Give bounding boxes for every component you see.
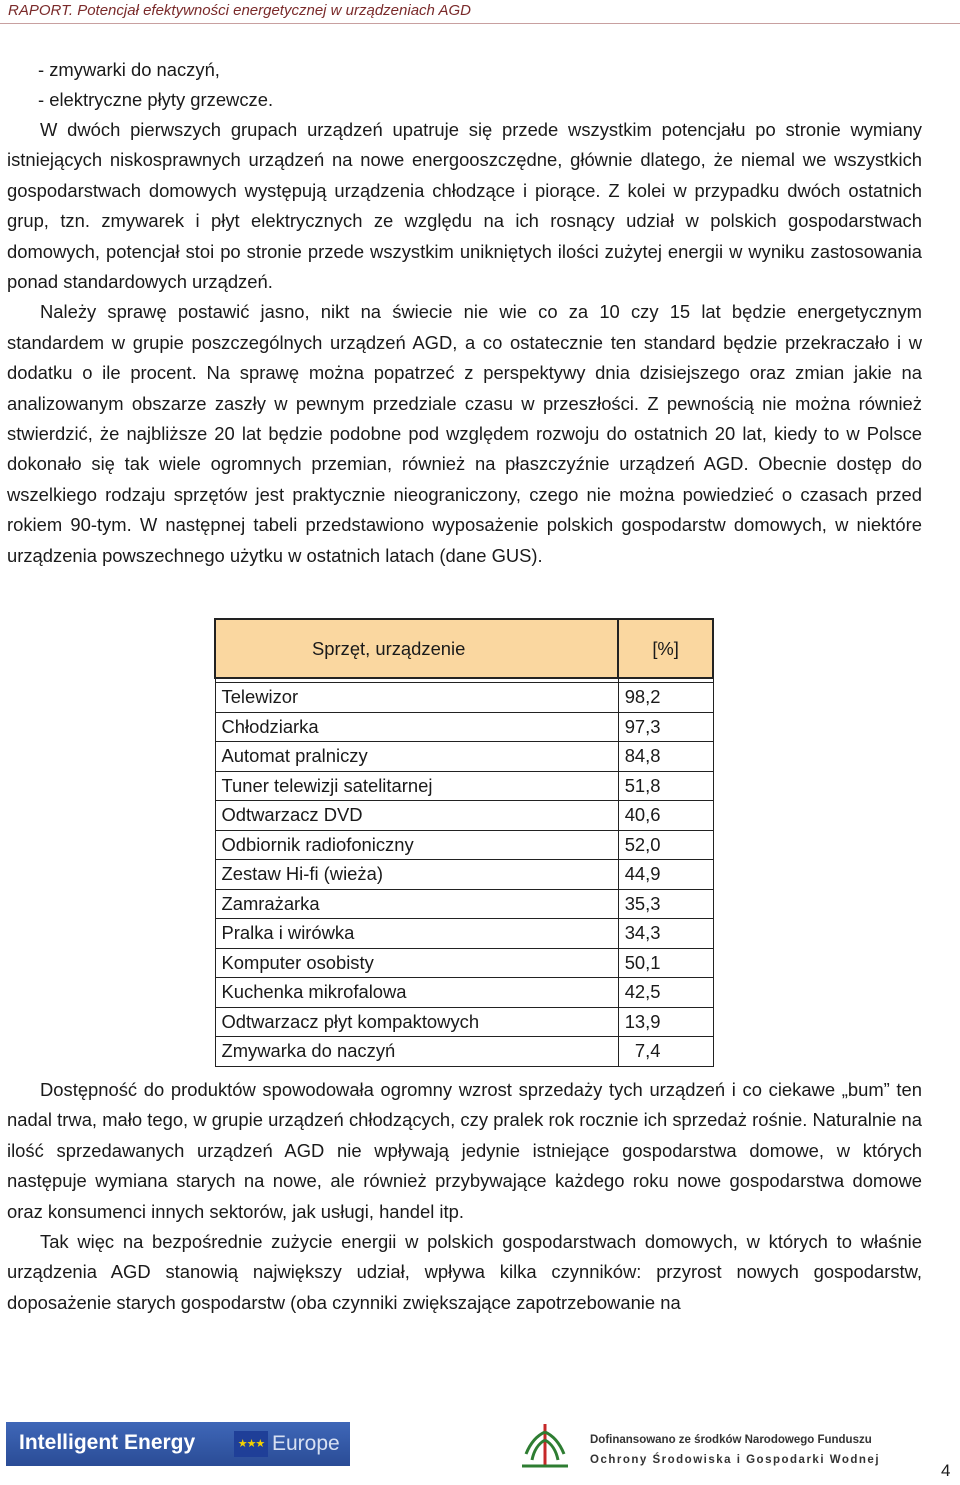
intro-list: [7, 55, 922, 116]
device-name-cell: Zamrażarka: [215, 889, 618, 919]
device-name-cell: Odtwarzacz DVD: [215, 801, 618, 831]
page-number: 4: [941, 1461, 951, 1480]
percent-value-cell: 7,4: [618, 1037, 713, 1067]
paragraph: Dostępność do produktów spowodowała ogromny wzrost sprzedaży tych urządzeń i co ciekawe „bum” ten nadal trwa, mało tego, w grupie urządzeń chłodzących, czy pralek rok rocznie ich sprzedaż rośnie. Naturalnie na ilość sprzedawanych urządzeń AGD nie wpływają jedynie istniejące gospodarstwa domowe, w których następuje wymiana starych na nowe, ale również przybywające każdego roku nowe gospodarstwa domowe oraz konsumenci innych sektorów, jak usługi, handel itp.: [7, 1079, 922, 1222]
table-row: [215, 948, 713, 978]
page-header: [0, 0, 960, 24]
device-name-cell: Pralka i wirówka: [215, 919, 618, 949]
paragraph: Tak więc na bezpośrednie zużycie energii w polskich gospodarstwach domowych, w których to właśnie urządzenia AGD stanowią największy udział, wpływa kilka czynników: przyrost nowych gospodarstw, doposażenie starych gospodarstw (oba czynniki zwiększające zapotrzebowanie na: [7, 1231, 922, 1313]
device-name-cell: Tuner telewizji satelitarnej: [215, 771, 618, 801]
percent-value-cell: 35,3: [618, 889, 713, 919]
table-row: [215, 742, 713, 772]
table-row: [215, 830, 713, 860]
percent-value-cell: 42,5: [618, 978, 713, 1008]
table-body: [215, 678, 713, 1066]
table-row: [215, 683, 713, 713]
percent-value-cell: 98,2: [618, 683, 713, 713]
funding-text-line2: Ochrony Środowiska i Gospodarki Wodnej: [590, 1454, 881, 1466]
device-name-cell: Zestaw Hi-fi (wieża): [215, 860, 618, 890]
logo-text-europe: Europe: [272, 1432, 340, 1455]
table-row: [215, 1007, 713, 1037]
table-row: [215, 712, 713, 742]
device-name-cell: Automat pralniczy: [215, 742, 618, 772]
table-row: [215, 978, 713, 1008]
table-row: [215, 801, 713, 831]
table-row: [215, 1037, 713, 1067]
column-header-device: Sprzęt, urządzenie: [215, 619, 618, 678]
device-name-cell: Chłodziarka: [215, 712, 618, 742]
table-row: [215, 771, 713, 801]
body-text-after-table: [7, 1075, 922, 1318]
list-item: - zmywarki do naczyń,: [38, 59, 220, 80]
report-title: RAPORT. Potencjał efektywności energetycznej w urządzeniach AGD: [8, 2, 472, 19]
percent-value-cell: 97,3: [618, 712, 713, 742]
table-row: [215, 860, 713, 890]
device-name-cell: Odbiornik radiofoniczny: [215, 830, 618, 860]
intelligent-energy-europe-logo: [6, 1422, 350, 1466]
column-header-percent: [%]: [618, 619, 713, 678]
device-name-cell: Kuchenka mikrofalowa: [215, 978, 618, 1008]
logo-text-intelligent-energy: Intelligent Energy: [19, 1431, 196, 1454]
percent-value-cell: 51,8: [618, 771, 713, 801]
percent-value-cell: 52,0: [618, 830, 713, 860]
percent-value-cell: 13,9: [618, 1007, 713, 1037]
table-row: [215, 919, 713, 949]
device-name-cell: Zmywarka do naczyń: [215, 1037, 618, 1067]
percent-value-cell: 40,6: [618, 801, 713, 831]
device-name-cell: Odtwarzacz płyt kompaktowych: [215, 1007, 618, 1037]
nfosigw-logo-icon: [516, 1420, 574, 1470]
header-divider: [0, 23, 960, 24]
percent-value-cell: 44,9: [618, 860, 713, 890]
device-name-cell: Telewizor: [215, 683, 618, 713]
table-header-row: [215, 619, 713, 678]
eu-flag-icon: ★★★: [234, 1431, 268, 1457]
percent-value-cell: 34,3: [618, 919, 713, 949]
paragraph: W dwóch pierwszych grupach urządzeń upatruje się przede wszystkim potencjału po stronie wymiany istniejących niskosprawnych urządzeń na nowe energooszczędne, głównie dlatego, że niemal we wszystkich gospodarstwach domowych występują urządzenia chłodzące i piorące. Z kolei w przypadku dwóch ostatnich grup, tzn. zmywarek i płyt elektrycznych ze względu na ich rosnący udział w polskich gospodarstwach domowych, potencjał stoi po stronie przede wszystkim unikniętych ilości zużytej energii w wyniku zastosowania ponad standardowych urządzeń.: [7, 119, 922, 293]
appliance-ownership-table: [214, 618, 714, 1067]
device-name-cell: Komputer osobisty: [215, 948, 618, 978]
percent-value-cell: 84,8: [618, 742, 713, 772]
body-text-before-table: [7, 115, 922, 571]
paragraph: Należy sprawę postawić jasno, nikt na świecie nie wie co za 10 czy 15 lat będzie energetycznym standardem w grupie poszczególnych urządzeń AGD, a co ostatecznie ten standard będzie przekraczało i w dodatku o ile procent. Na sprawę można popatrzeć z perspektywy dnia dzisiejszego oraz zmian jakie na analizowanym obszarze zaszły w pewnym przedziale czasu w przeszłości. Z pewnością nie można również stwierdzić, że najbliższe 20 lat będzie podobne pod względem rozwoju do ostatnich 20 lat, kiedy to w Polsce dokonało się tak wiele ogromnych przemian, również na płaszczyźnie urządzeń AGD. Obecnie dostęp do wszelkiego rodzaju sprzętów jest praktycznie nieograniczony, czego nie można powiedzieć o czasach przed rokiem 90-tym. W następnej tabeli przedstawiono wyposażenie polskich gospodarstw domowych, w niektóre urządzenia powszechnego użytku w ostatnich latach (dane GUS).: [7, 301, 922, 566]
funding-text-line1: Dofinansowano ze środków Narodowego Funduszu: [590, 1434, 872, 1446]
list-item: - elektryczne płyty grzewcze.: [38, 89, 274, 111]
percent-value-cell: 50,1: [618, 948, 713, 978]
table-row: [215, 889, 713, 919]
